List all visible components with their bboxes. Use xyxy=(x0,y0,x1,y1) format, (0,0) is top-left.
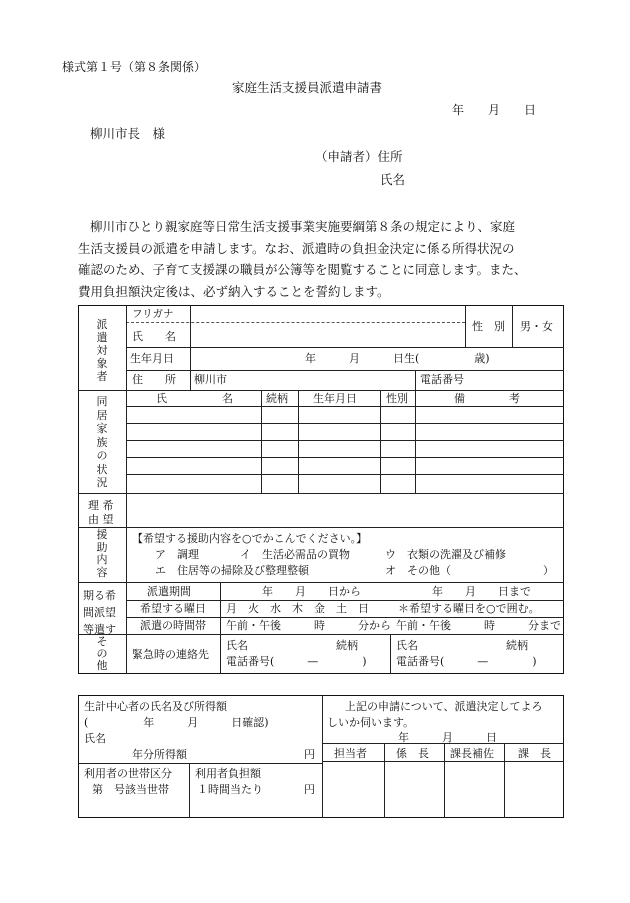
contact1-phone[interactable]: 電話番号( — ) xyxy=(226,655,367,668)
service-option-u[interactable]: ウ 衣類の洗濯及び補修 xyxy=(385,548,506,561)
time-from[interactable]: 午前・午後 時 分から xyxy=(226,619,391,632)
income-confirm-date: ( 年 月 日確認) xyxy=(84,716,269,729)
birth-value[interactable]: 年 月 日生( 歳) xyxy=(305,352,490,365)
intro-paragraph xyxy=(78,216,560,302)
intro-line: 確認のため、子育て支援課の職員が公簿等を閲覧することに同意します。また、 xyxy=(78,262,527,277)
period-label: 派遣期間 xyxy=(147,585,191,598)
approver-chief: 係 長 xyxy=(396,747,429,760)
application-date[interactable]: 年 月 日 xyxy=(452,103,537,117)
days-note: ＊希望する曜日を○で囲む。 xyxy=(398,602,540,615)
contact2-name-label: 氏名 xyxy=(396,639,418,652)
document-title: 家庭生活支援員派遣申請書 xyxy=(232,80,383,95)
approver-staff: 担当者 xyxy=(334,747,367,760)
family-header-remarks: 備 考 xyxy=(454,392,520,405)
furigana-label: フリガナ xyxy=(132,308,174,320)
request-date: 年 月 日 xyxy=(398,731,497,744)
contact1-relation-label: 続柄 xyxy=(336,639,358,652)
burden-label: 利用者負担額 xyxy=(195,767,261,780)
income-yen: 円 xyxy=(304,748,315,761)
other-section-label: そ の 他 xyxy=(96,635,108,672)
intro-line: 柳川市ひとり親家庭等日常生活支援事業実施要綱第８条の規定により、家庭 xyxy=(90,219,516,234)
address-value[interactable]: 柳川市 xyxy=(194,373,227,386)
family-section-label: 同 居 家 族 の 状 況 xyxy=(96,395,108,489)
contact1-name-label: 氏名 xyxy=(226,639,248,652)
time-to[interactable]: 午前・午後 時 分まで xyxy=(396,619,561,632)
birth-label: 生年月日 xyxy=(130,352,174,365)
service-option-o-close: ） xyxy=(543,564,554,577)
applicant-address-label: （申請者）住所 xyxy=(315,149,403,164)
service-instruction: 【希望する援助内容を○でかこんでください。】 xyxy=(132,532,368,545)
target-section-label: 派 遣 対 象 者 xyxy=(96,318,108,383)
address-label: 住 所 xyxy=(132,373,176,386)
service-option-a[interactable]: ア 調理 xyxy=(155,548,199,561)
contact2-phone[interactable]: 電話番号( — ) xyxy=(396,655,537,668)
days-label: 希望する曜日 xyxy=(140,602,206,615)
approver-deputy: 課長補佐 xyxy=(450,747,494,760)
burden-value: １時間当たり xyxy=(197,783,263,796)
form-number: 様式第１号（第８条関係） xyxy=(62,60,207,74)
family-header-birth: 生年月日 xyxy=(313,392,357,405)
period-from[interactable]: 年 月 日から xyxy=(262,585,361,598)
applicant-name-label: 氏名 xyxy=(380,172,406,187)
contact2-relation-label: 続柄 xyxy=(506,639,528,652)
intro-line: 生活支援員の派遣を申請します。なお、派遣時の負担金決定に係る所得状況の xyxy=(78,240,515,256)
income-amount-label: 年分所得額 xyxy=(132,748,187,761)
reason-label: 理 希 由 望 xyxy=(88,499,114,526)
household-class-label: 利用者の世帯区分 xyxy=(84,767,172,780)
emergency-contact-label: 緊急時の連絡先 xyxy=(132,648,209,661)
income-title: 生計中心者の氏名及び所得額 xyxy=(84,700,227,713)
request-line-2: しいか伺います。 xyxy=(327,716,415,729)
service-section-label: 援 助 内 容 xyxy=(96,528,108,579)
period-to[interactable]: 年 月 日まで xyxy=(432,585,531,598)
income-name-label: 氏名 xyxy=(84,732,106,745)
target-name-label: 氏 名 xyxy=(132,330,176,343)
approver-manager: 課 長 xyxy=(518,747,551,760)
phone-label: 電話番号 xyxy=(420,373,464,386)
sex-label: 性 別 xyxy=(472,320,505,333)
burden-yen: 円 xyxy=(304,783,315,796)
family-header-relation: 続柄 xyxy=(266,392,288,405)
addressee: 柳川市長 様 xyxy=(90,126,166,141)
intro-line: 費用負担額決定後は、必ず納入することを誓約します。 xyxy=(78,283,390,299)
time-label: 派遣の時間帯 xyxy=(140,619,206,632)
family-header-name: 氏 名 xyxy=(156,392,233,405)
household-class-value: 第 号該当世帯 xyxy=(92,783,169,796)
family-header-sex: 性別 xyxy=(386,392,408,405)
period-section-label: 期る希 間派望 等遣す xyxy=(83,589,116,636)
days-options[interactable]: 月 火 水 木 金 土 日 xyxy=(226,602,369,615)
service-option-e[interactable]: エ 住居等の掃除及び整理整頓 xyxy=(155,564,309,577)
service-option-o[interactable]: オ その他（ xyxy=(385,564,451,577)
service-option-i[interactable]: イ 生活必需品の買物 xyxy=(240,548,350,561)
sex-options[interactable]: 男・女 xyxy=(520,320,553,333)
request-line-1: 上記の申請について、派遣決定してよろ xyxy=(345,700,543,713)
